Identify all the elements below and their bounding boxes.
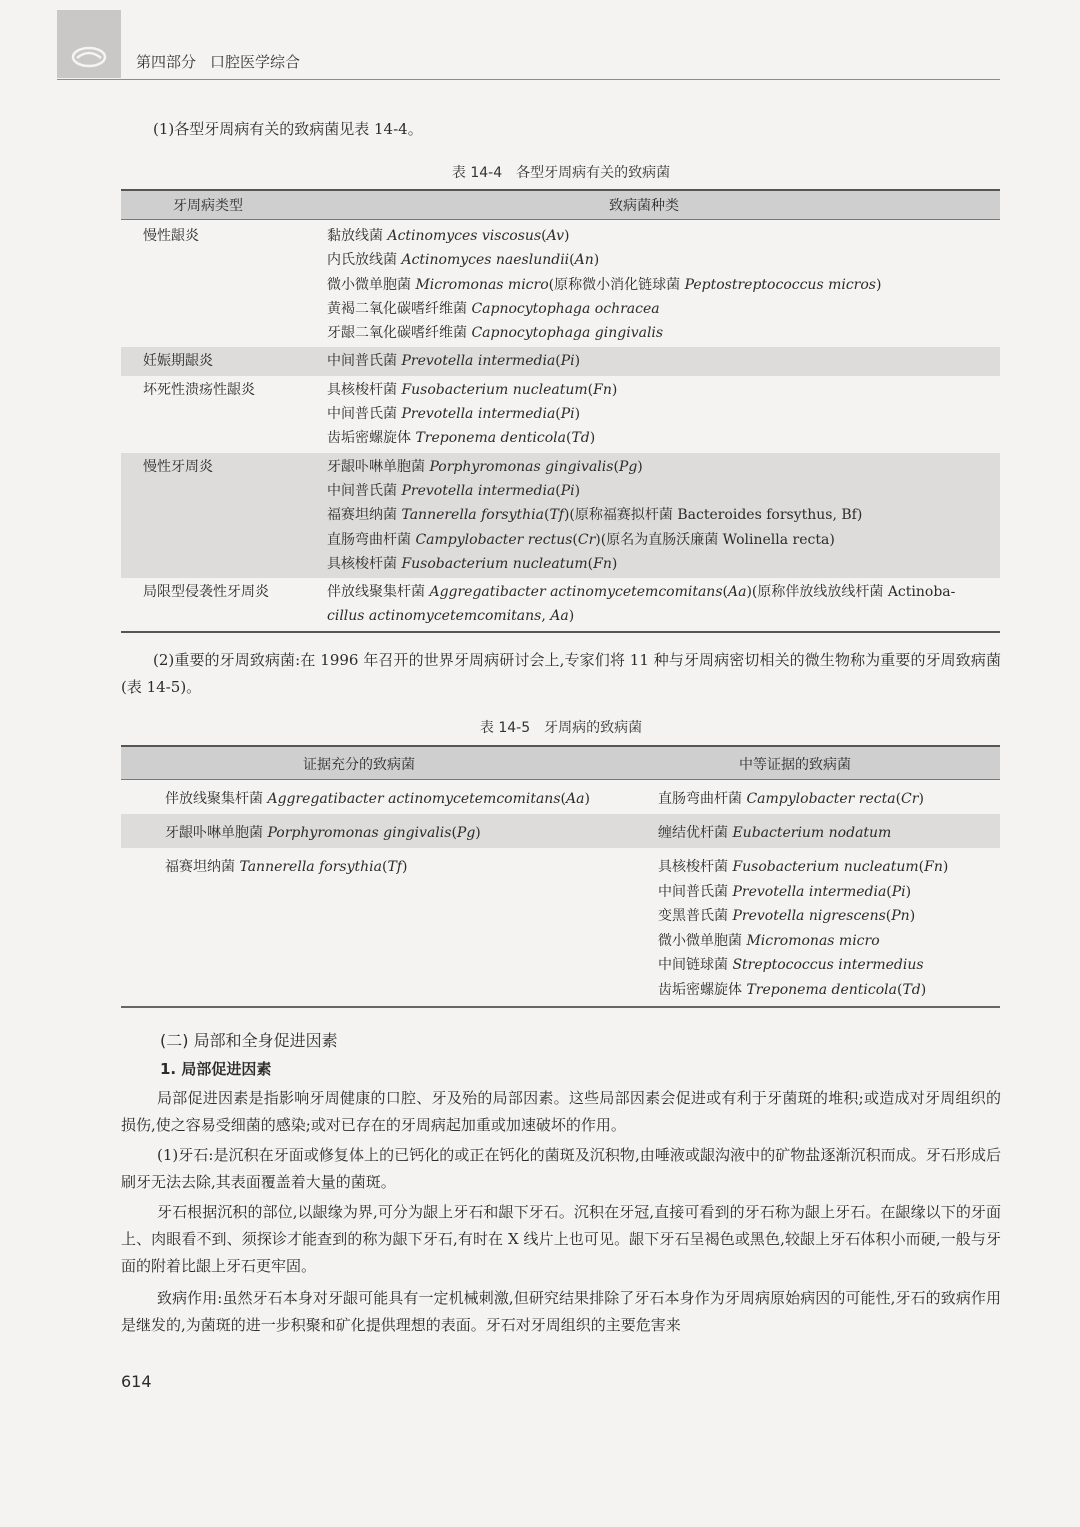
abbreviation: Td [571,430,590,447]
abbreviation: Pn [891,908,910,924]
text-part: 牙龈二氧化碳嗜纤维菌 [327,325,472,342]
table-row [121,376,1000,453]
text-part: ( [555,353,561,370]
pathogen-entry [327,503,1000,527]
header-title: 口腔医学综合 [210,53,301,71]
text-part: ) [637,458,643,475]
abbreviation: Cr [901,791,919,807]
text-part: , [541,608,551,625]
text-part: ) [918,791,924,807]
latin-name: Fusobacterium nucleatum [401,381,588,398]
text-part: ( [897,981,903,998]
text-part: 伴放线聚集杆菌 [327,584,430,601]
latin-name: Capnocytophaga ochracea [471,300,660,317]
text-part: ( [613,458,619,475]
latin-name: Fusobacterium nucleatum [732,859,919,875]
latin-name: Prevotella intermedia [401,406,556,423]
text-part: ( [381,859,388,875]
text-part: 中间普氏菌 [327,353,402,370]
abbreviation: Aa [550,608,569,625]
pathogen-entry [327,273,1000,297]
abbreviation: Peptostreptococcus micros [684,276,876,293]
abbreviation: An [574,252,594,269]
text-part: ( [895,791,902,807]
latin-name: Fusobacterium nucleatum [401,555,588,572]
pathogen-entry [327,402,1000,426]
latin-name: Actinomyces naeslundii [401,252,570,269]
latin-name: Porphyromonas gingivalis [267,825,452,841]
pathogen-entry [327,426,1000,450]
pathogen-entry [327,479,1000,503]
text-part: 中间普氏菌 [327,406,402,423]
abbreviation: Fn [593,555,612,572]
abbreviation: Fn [924,859,943,875]
text-part: 缠结优杆菌 [658,825,733,841]
table-14-4 [121,189,1000,633]
moderate-evidence-pathogen [658,881,911,901]
text-part: 牙龈卟啉单胞菌 [165,825,268,841]
table-14-4-caption: 表 14-4 各型牙周病有关的致病菌 [451,165,671,181]
running-header [136,51,300,72]
text-part: ( [587,381,594,398]
text-part: ) [920,981,927,998]
column-header: 牙周病类型 [173,198,243,214]
table-row [121,347,1000,375]
text-part: 齿垢密螺旋体 [327,430,416,447]
text-part: ( [555,482,561,499]
moderate-evidence-pathogen [658,905,915,925]
latin-name: Treponema denticola [415,430,566,447]
pathogen-entry [327,224,1000,248]
text-part: ) [584,791,590,807]
page-number: 614 [121,1372,152,1391]
latin-name: Micromonas micro [746,932,880,949]
table-14-5-caption: 表 14-5 牙周病的致病菌 [479,720,643,736]
paragraph-2: (2)重要的牙周致病菌:在 1996 年召开的世界牙周病研讨会上,专家们将 11 种与牙周病密切相关的微生物称为重要的牙周致病菌(表 14-5)。 [121,651,1001,696]
table-row [121,578,1000,631]
periodontal-disease-type: 妊娠期龈炎 [143,353,213,370]
periodontal-disease-type: 局限型侵袭性牙周炎 [143,584,269,601]
text-part: ( [569,252,575,269]
latin-name: Actinomyces viscosus [387,228,542,244]
latin-name: Micromonas micro [415,276,549,293]
text-part: ) [475,825,481,841]
table-header-row [121,745,1000,780]
text-part: 直肠弯曲杆菌 [658,791,747,807]
latin-name: Campylobacter rectus [415,531,573,548]
section-heading: (二) 局部和全身促进因素 [160,1031,338,1050]
column-header: 证据充分的致病菌 [303,757,415,773]
text-part: ( [886,883,892,900]
text-part: ( [560,791,566,807]
text-part: 具核梭杆菌 [327,555,402,572]
text-part: ( [555,406,561,423]
pathogen-entry [327,378,1000,402]
text-part: 齿垢密螺旋体 [658,981,747,998]
text-part: 直肠弯曲杆菌 [327,531,416,548]
pathogen-entry [327,580,1000,604]
text-part: 福赛坦纳菌 [327,507,402,524]
moderate-evidence-pathogen [658,930,880,950]
abbreviation: Pg [456,825,476,841]
latin-name: Tannerella forsythia [239,859,382,875]
latin-name: Prevotella nigrescens [732,908,886,924]
paragraph-4: (1)牙石:是沉积在牙面或修复体上的已钙化的或正在钙化的菌斑及沉积物,由唾液或龈沟液中的矿物盐逐渐沉积而成。牙石形成后刷牙无法去除,其表面覆盖着大量的菌斑。 [121,1146,1001,1191]
abbreviation: Pg [618,458,638,475]
latin-name: Streptococcus intermedius [732,957,924,973]
paragraph-5: 牙石根据沉积的部位,以龈缘为界,可分为龈上牙石和龈下牙石。沉积在牙冠,直接可看到的牙石称为龈上牙石。在龈缘以下的牙面上、肉眼看不到、须探诊才能查到的称为龈下牙石,有时在 X 线片上也可见。龈下牙石呈褐色或黑色,较龈上牙石体积小而硬,一般与牙面的附着比龈上牙石更牢固。 [121,1203,1001,1275]
abbreviation: Pi [891,883,906,900]
abbreviation: Cr [577,531,596,548]
pathogen-entry [327,321,1000,345]
text-part: 微小微单胞菌 [327,276,416,293]
table-row [121,220,1000,347]
pathogen-entry [327,604,1000,628]
moderate-evidence-pathogen [658,954,924,974]
column-header: 致病菌种类 [609,198,679,214]
text-part: 中间普氏菌 [658,883,733,900]
table-bottom-rule [121,631,1000,633]
latin-name: Porphyromonas gingivalis [429,458,614,475]
latin-name: Prevotella intermedia [401,353,556,370]
text-part: ( [587,555,594,572]
abbreviation: Tf [549,507,564,524]
latin-name: Aggregatibacter actinomycetemcomitans [429,584,723,601]
paragraph-3: 局部促进因素是指影响牙周健康的口腔、牙及殆的局部因素。这些局部因素会促进或有利于牙菌斑的堆积;或造成对牙周组织的损伤,使之容易受细菌的感染;或对已存在的牙周病起加重或加速破坏的作用。 [121,1089,1001,1134]
text-part: ) [875,276,882,293]
moderate-evidence-pathogen [658,979,926,999]
pathogen-entry [327,349,1000,373]
text-part: 福赛坦纳菌 [165,859,240,875]
strong-evidence-pathogen [165,788,590,808]
text-part: ( [543,507,550,524]
text-part: ) [909,908,916,924]
paragraph-6: 致病作用:虽然牙石本身对牙龈可能具有一定机械刺激,但研究结果排除了牙石本身作为牙周病原始病因的可能性,牙石的致病作用是继发的,为菌斑的进一步积聚和矿化提供理想的表面。牙石对牙周组织的主要危害来 [121,1289,1001,1334]
abbreviation: Pi [560,482,575,499]
moderate-evidence-pathogen [658,788,924,808]
latin-name: Prevotella intermedia [401,482,556,499]
text-part: ) [611,555,618,572]
header-part: 第四部分 [136,53,197,71]
strong-evidence-pathogen [165,856,407,876]
text-part: 具核梭杆菌 [658,859,733,875]
periodontal-disease-type: 慢性牙周炎 [143,458,213,475]
text-part: ) [611,381,618,398]
table-header-row [121,189,1000,220]
text-part: 变黑普氏菌 [658,908,733,924]
text-part: 具核梭杆菌 [327,381,402,398]
column-header: 中等证据的致病菌 [739,757,851,773]
text-part: 中间链球菌 [658,957,733,973]
text-part: 伴放线聚集杆菌 [165,791,268,807]
header-rule [57,79,1000,80]
text-part: ( [566,430,572,447]
text-part: 黏放线菌 [327,228,388,244]
moderate-evidence-pathogen [658,822,891,842]
pathogen-entry [327,297,1000,321]
subsection-heading: 1. 局部促进因素 [160,1060,272,1078]
latin-name: Tannerella forsythia [401,507,544,524]
abbreviation: Fn [593,381,612,398]
moderate-evidence-pathogen [658,856,948,876]
table-bottom-rule [121,1006,1000,1008]
periodontal-disease-type: 坏死性溃疡性龈炎 [143,381,255,398]
abbreviation: Td [902,981,921,998]
abbreviation: Pi [560,406,575,423]
table-14-5 [121,745,1000,1008]
latin-name: Treponema denticola [746,981,897,998]
paragraph-1: (1)各型牙周病有关的致病菌见表 14-4。 [153,120,423,138]
periodontal-disease-type: 慢性龈炎 [143,228,199,244]
header-logo-block [57,10,121,78]
text-part: ) [568,608,575,625]
latin-name: Aggregatibacter actinomycetemcomitans [267,791,561,807]
abbreviation: Aa [565,791,585,807]
latin-name: Capnocytophaga gingivalis [471,325,664,342]
text-part: ) [564,228,570,244]
pathogen-entry [327,528,1000,552]
latin-name: Prevotella intermedia [732,883,887,900]
abbreviation: Tf [387,859,402,875]
text-part: ) [905,883,912,900]
pathogen-entry [327,552,1000,576]
text-part: )(原称福赛拟杆菌 Bacteroides forsythus, Bf) [563,507,863,524]
text-part: ( [572,531,578,548]
text-part: ( [451,825,457,841]
text-part: 内氏放线菌 [327,252,402,269]
publisher-logo-icon [71,46,107,68]
text-part: ) [593,252,600,269]
abbreviation: Aa [727,584,747,601]
text-part: ) [574,482,581,499]
abbreviation: Av [546,228,565,244]
pathogen-entry [327,248,1000,272]
text-part: ) [589,430,596,447]
text-part: )(原称伴放线放线杆菌 Actinoba- [746,584,956,601]
strong-evidence-pathogen [165,822,481,842]
text-part: )(原名为直肠沃廉菌 Wolinella recta) [595,531,835,548]
text-part: ( [722,584,728,601]
text-part: ( [885,908,892,924]
text-part: ( [541,228,547,244]
text-part: 牙龈卟啉单胞菌 [327,458,430,475]
latin-name: Campylobacter recta [746,791,896,807]
latin-name: Eubacterium nodatum [732,825,892,841]
pathogen-entry [327,455,1000,479]
text-part: ) [574,406,581,423]
text-part: 微小微单胞菌 [658,932,747,949]
latin-name: cillus actinomycetemcomitans [327,608,542,625]
table-row [121,453,1000,578]
text-part: ) [574,353,581,370]
text-part: 中间普氏菌 [327,482,402,499]
text-part: ) [942,859,949,875]
text-part: (原称微小消化链球菌 [548,276,685,293]
text-part: 黄褐二氧化碳嗜纤维菌 [327,300,472,317]
text-part: ( [918,859,925,875]
text-part: ) [401,859,408,875]
abbreviation: Pi [560,353,575,370]
